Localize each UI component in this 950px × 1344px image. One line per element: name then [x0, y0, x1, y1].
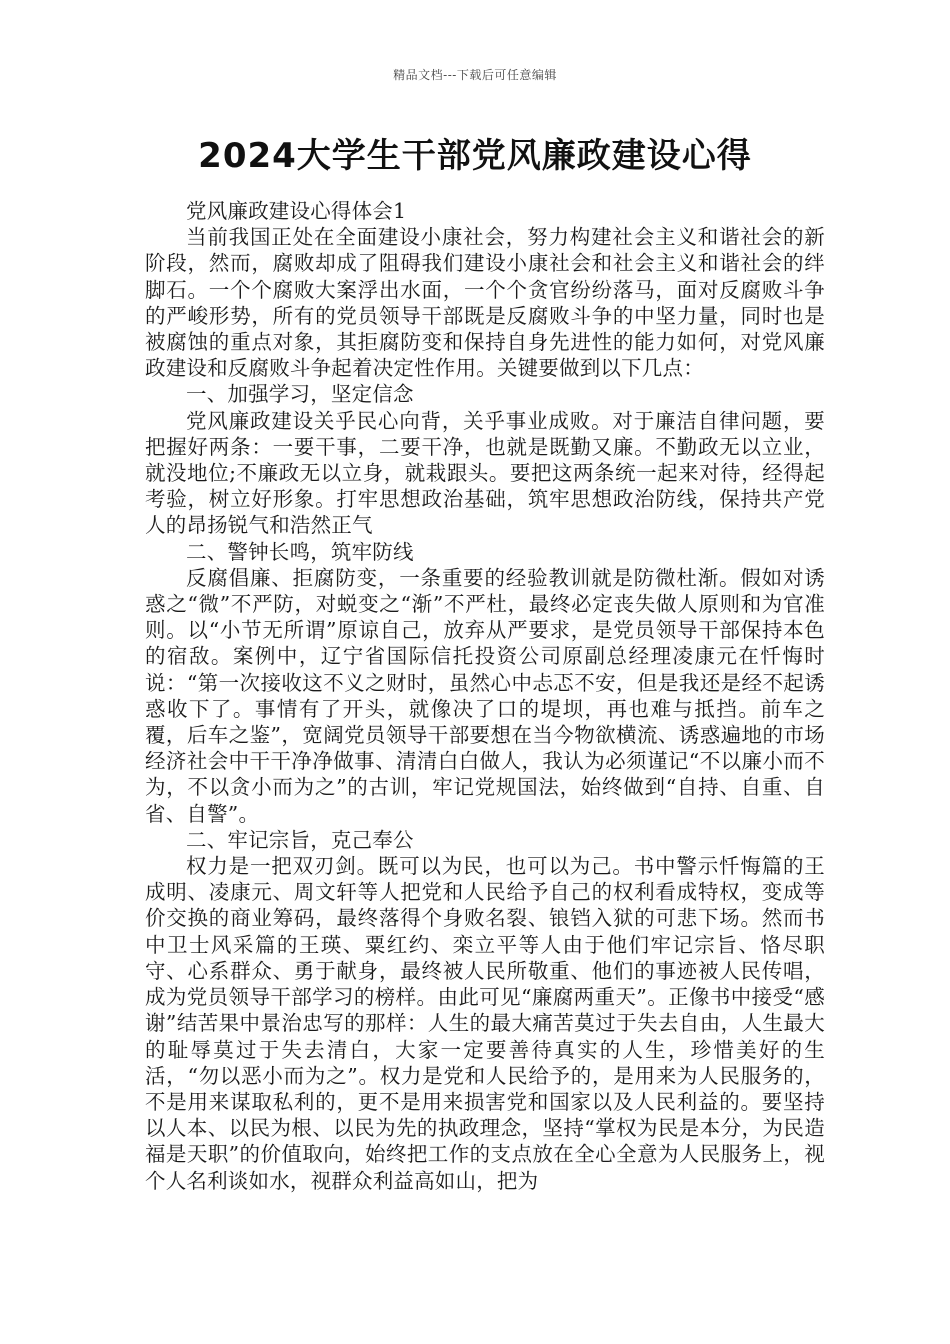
- section-heading: 二、警钟长鸣，筑牢防线: [186, 539, 414, 564]
- paragraph-subtitle: 党风廉政建设心得体会1: [186, 199, 407, 223]
- document-body: [145, 198, 825, 1194]
- section-heading: 一、加强学习，坚定信念: [186, 382, 414, 407]
- paragraph: 权力是一把双刃剑。既可以为民，也可以为己。书中警示忏悔篇的王成明、凌康元、周文轩等人把党和人民给予自己的权利看成特权，变成等价交换的商业筹码，最终落得个身败名裂、锒铛入狱的可悲下场。然而书中卫士风采篇的王瑛、粟红约、栾立平等人由于他们牢记宗旨、恪尽职守、心系群众、勇于献身，最终被人民所敬重、他们的事迹被人民传唱，成为党员领导干部学习的榜样。由此可见“廉腐两重天”。正像书中接受“感谢”结苦果中景治忠写的那样：人生的最大痛苦莫过于失去自由，人生最大的耻辱莫过于失去清白，大家一定要善待真实的人生，珍惜美好的生活，“勿以恶小而为之”。权力是党和人民给予的，是用来为人民服务的，不是用来谋取私利的，更不是用来损害党和国家以及人民利益的。要坚持以人本、以民为根、以民为先的执政理念，坚持“掌权为民是本分，为民造福是天职”的价值取向，始终把工作的支点放在全心全意为人民服务上，视个人名利谈如水，视群众利益高如山，把为: [145, 854, 825, 1193]
- paragraph: 当前我国正处在全面建设小康社会，努力构建社会主义和谐社会的新阶段，然而，腐败却成了阻碍我们建设小康社会和社会主义和谐社会的绊脚石。一个个腐败大案浮出水面，一个个贪官纷纷落马，面对反腐败斗争的严峻形势，所有的党员领导干部既是反腐败斗争的中坚力量，同时也是被腐蚀的重点对象，其拒腐防变和保持自身先进性的能力如何，对党风廉政建设和反腐败斗争起着决定性作用。关键要做到以下几点：: [145, 225, 825, 381]
- paragraph: 反腐倡廉、拒腐防变，一条重要的经验教训就是防微杜渐。假如对诱惑之“微”不严防，对蜕变之“渐”不严杜，最终必定丧失做人原则和为官准则。以“小节无所谓”原谅自己，放弃从严要求，是党员领导干部保持本色的宿敌。案例中，辽宁省国际信托投资公司原副总经理凌康元在忏悔时说：“第一次接收这不义之财时，虽然心中忐忑不安，但是我还是经不起诱惑收下了。事情有了开头，就像决了口的堤坝，再也难与抵挡。前车之覆，后车之鉴”，宽阔党员领导干部要想在当今物欲横流、诱惑遍地的市场经济社会中干干净净做事、清清白白做人，我认为必须谨记“不以廉小而不为，不以贪小而为之”的古训，牢记党规国法，始终做到“自持、自重、自省、自警”。: [145, 565, 825, 826]
- header-note: 精品文档---下载后可任意编辑: [393, 68, 557, 82]
- document-title: 2024大学生干部党风廉政建设心得: [198, 136, 752, 176]
- section-heading: 二、牢记宗旨，克己奉公: [186, 827, 414, 852]
- paragraph: 党风廉政建设关乎民心向背，关乎事业成败。对于廉洁自律问题，要把握好两条：一要干事，二要干净，也就是既勤又廉。不勤政无以立业，就没地位;不廉政无以立身，就栽跟头。要把这两条统一起来对待，经得起考验，树立好形象。打牢思想政治基础，筑牢思想政治防线，保持共产党人的昂扬锐气和浩然正气: [145, 408, 825, 538]
